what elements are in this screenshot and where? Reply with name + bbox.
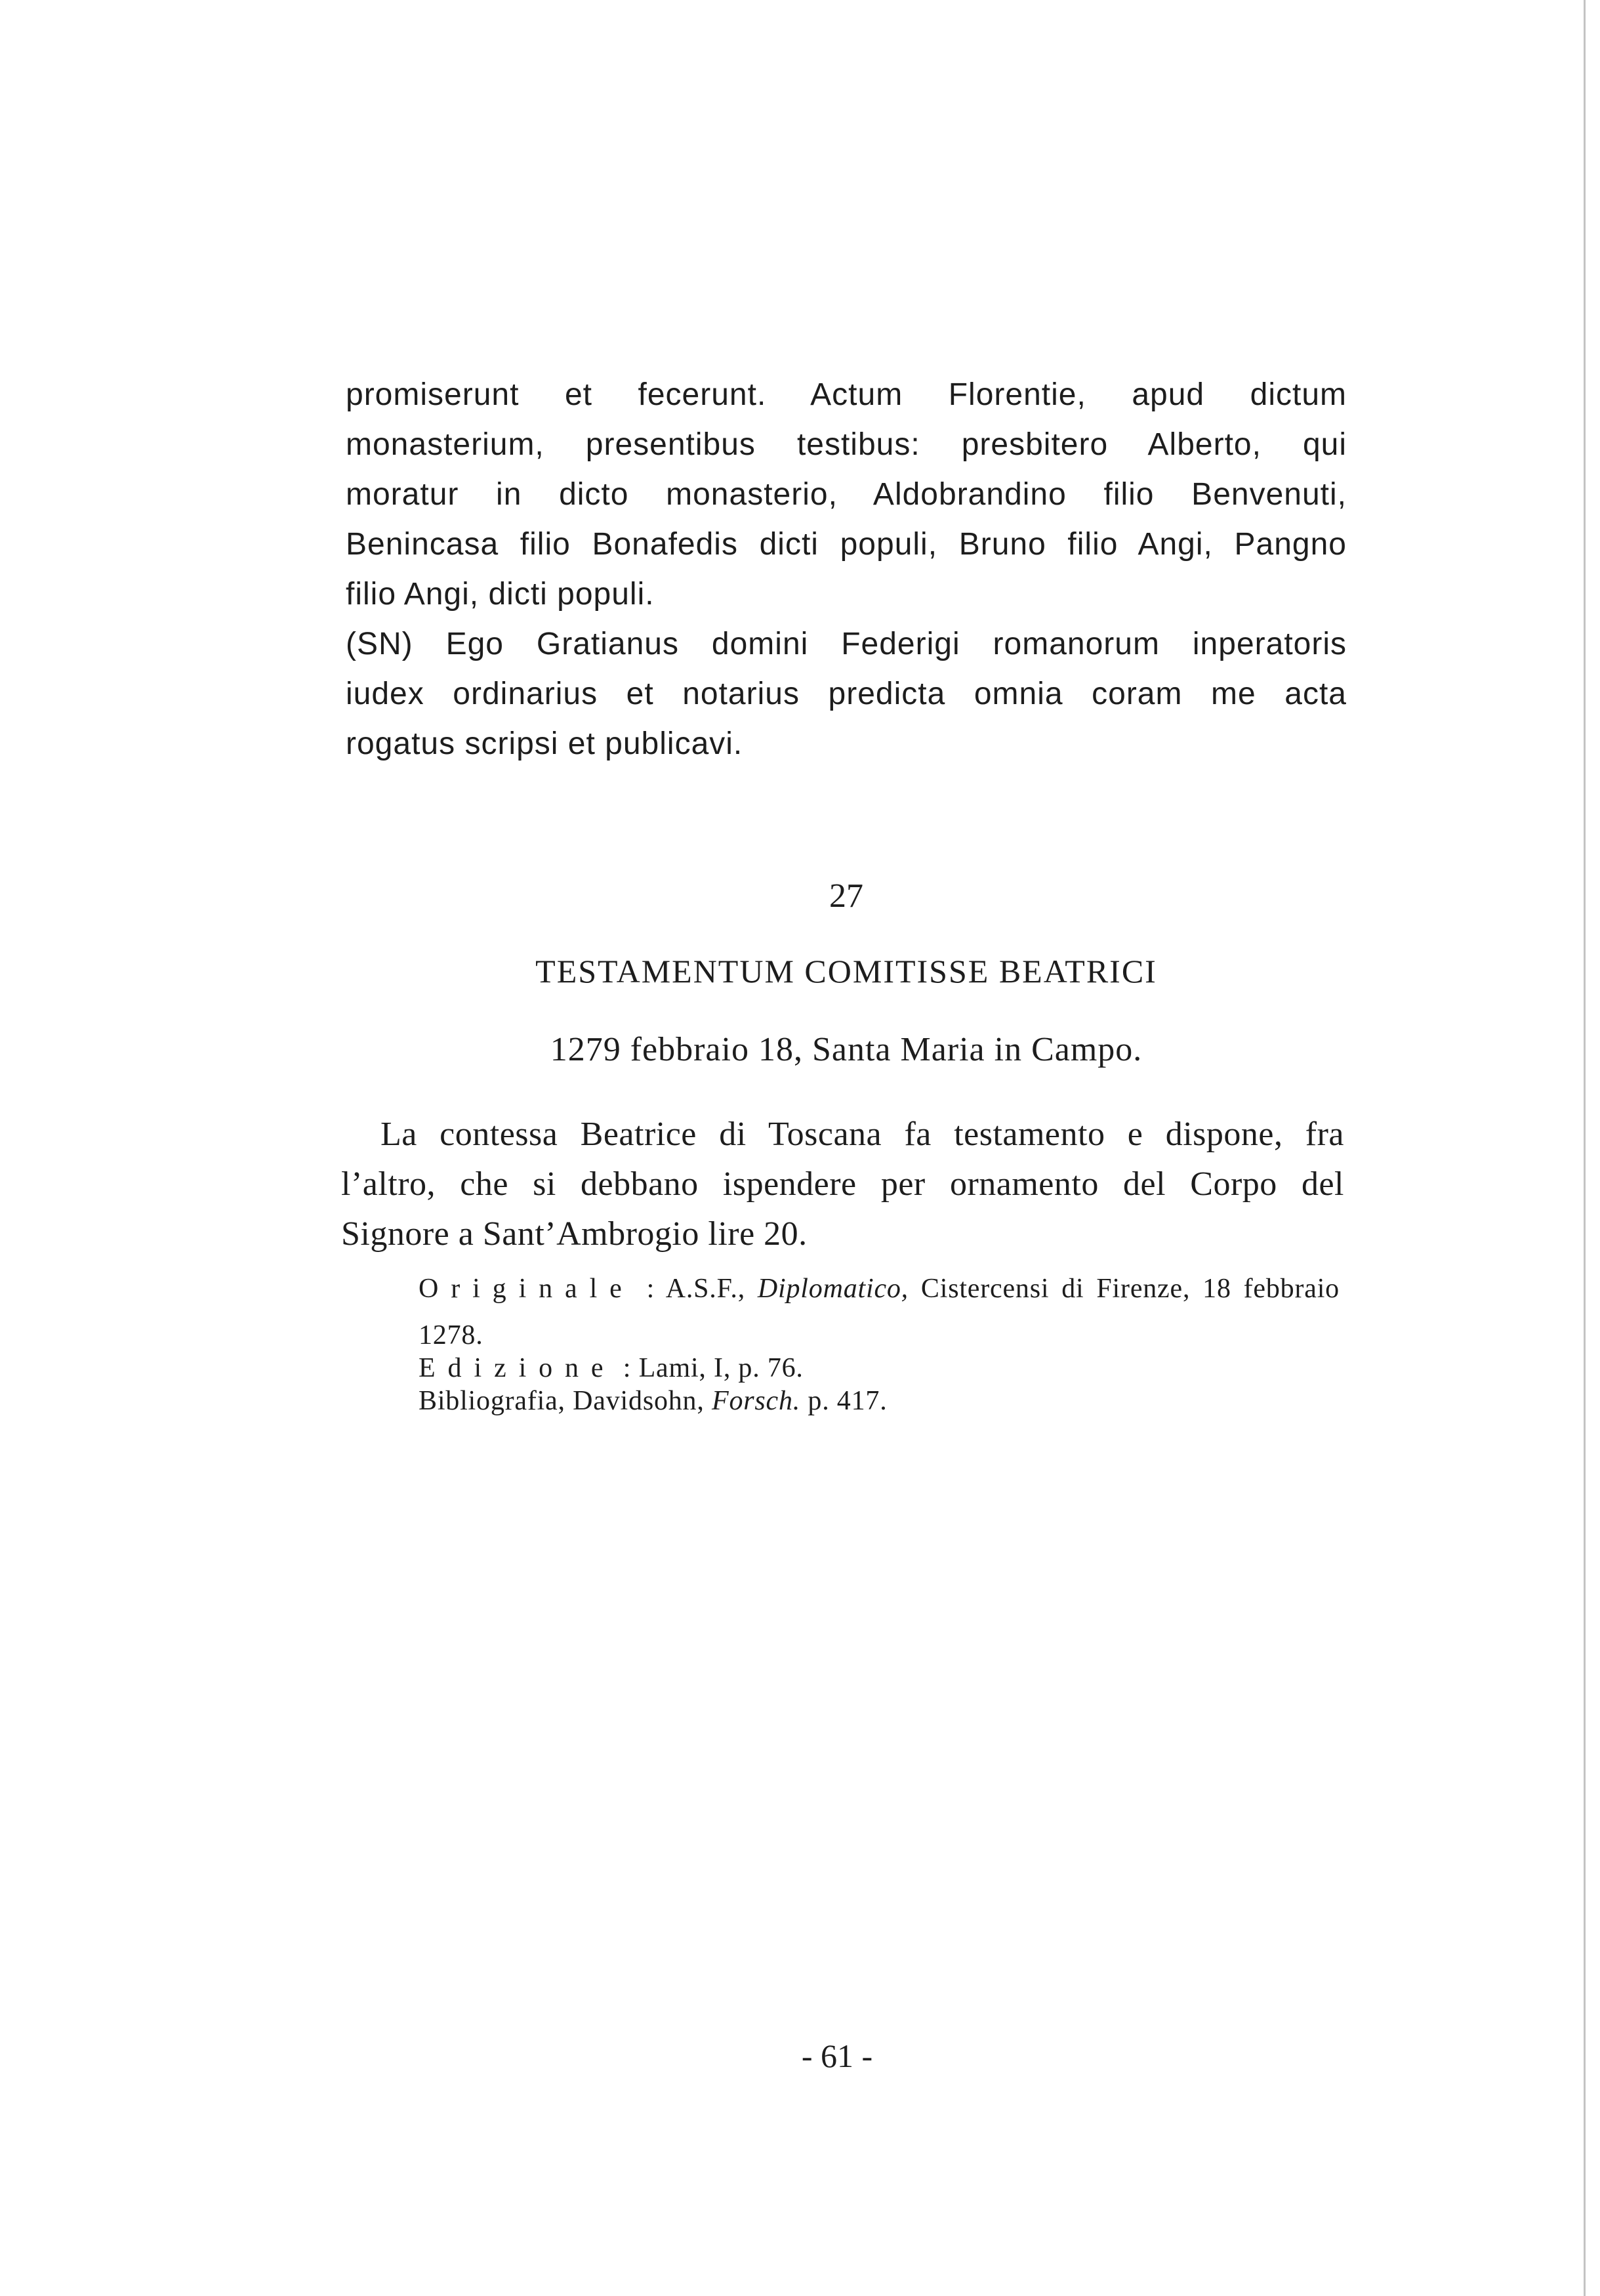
originale-details: Cistercensi di Firenze, 18 febbraio <box>920 1274 1340 1304</box>
edizione-label: Edizione <box>419 1353 616 1383</box>
originale-note-continuation: 1278. <box>419 1320 483 1350</box>
text-line: filio Angi, dicti populi. <box>346 577 655 612</box>
text-line: moratur in dicto monasterio, Aldobrandino filio Benvenuti, <box>346 477 1347 512</box>
text-line: promiserunt et fecerunt. Actum Florentie, apud dictum <box>346 377 1347 412</box>
edizione-text: Lami, I, p. 76. <box>638 1353 804 1383</box>
bibliografia-author: Davidsohn, <box>573 1386 705 1416</box>
text-line: iudex ordinarius et notarius predicta omnia coram me acta <box>346 677 1347 711</box>
critical-apparatus <box>419 1272 1340 1417</box>
edizione-colon: : <box>623 1353 632 1383</box>
document-title: TESTAMENTUM COMITISSE BEATRICI <box>535 953 1157 990</box>
charter-closing-paragraph <box>346 370 1347 619</box>
page-number: - 61 - <box>801 2037 873 2074</box>
bibliografia-note <box>419 1385 1340 1417</box>
text-line: Benincasa filio Bonafedis dicti populi, Bruno filio Angi, Pangno <box>346 527 1347 562</box>
originale-colon: : <box>646 1274 655 1304</box>
continued-charter-text <box>346 370 1347 769</box>
edizione-note <box>419 1352 1340 1385</box>
originale-label: Originale <box>419 1274 634 1304</box>
scan-edge-line <box>1584 0 1586 2296</box>
originale-note <box>419 1272 1340 1305</box>
originale-fonds: Diplomatico, <box>757 1274 909 1304</box>
originale-archive: A.S.F., <box>665 1274 745 1304</box>
document-number: 27 <box>829 877 863 915</box>
text-line: Signore a Sant’Ambrogio lire 20. <box>341 1215 808 1253</box>
text-line: monasterium, presentibus testibus: presbitero Alberto, qui <box>346 427 1347 462</box>
document-date-place: 1279 febbraio 18, Santa Maria in Campo. <box>550 1031 1143 1068</box>
notarial-subscription-paragraph <box>346 619 1347 769</box>
text-line: rogatus scripsi et publicavi. <box>346 726 743 761</box>
regest-paragraph <box>341 1110 1344 1259</box>
text-line: (SN) Ego Gratianus domini Federigi romanorum inperatoris <box>346 627 1347 661</box>
bibliografia-work: Forsch. <box>711 1386 801 1416</box>
text-line: l’altro, che si debbano ispendere per ornamento del Corpo del <box>341 1165 1344 1203</box>
bibliografia-pages: p. 417. <box>808 1386 888 1416</box>
text-line: La contessa Beatrice di Toscana fa testamento e dispone, fra <box>380 1116 1344 1153</box>
bibliografia-label: Bibliografia, <box>419 1386 565 1416</box>
